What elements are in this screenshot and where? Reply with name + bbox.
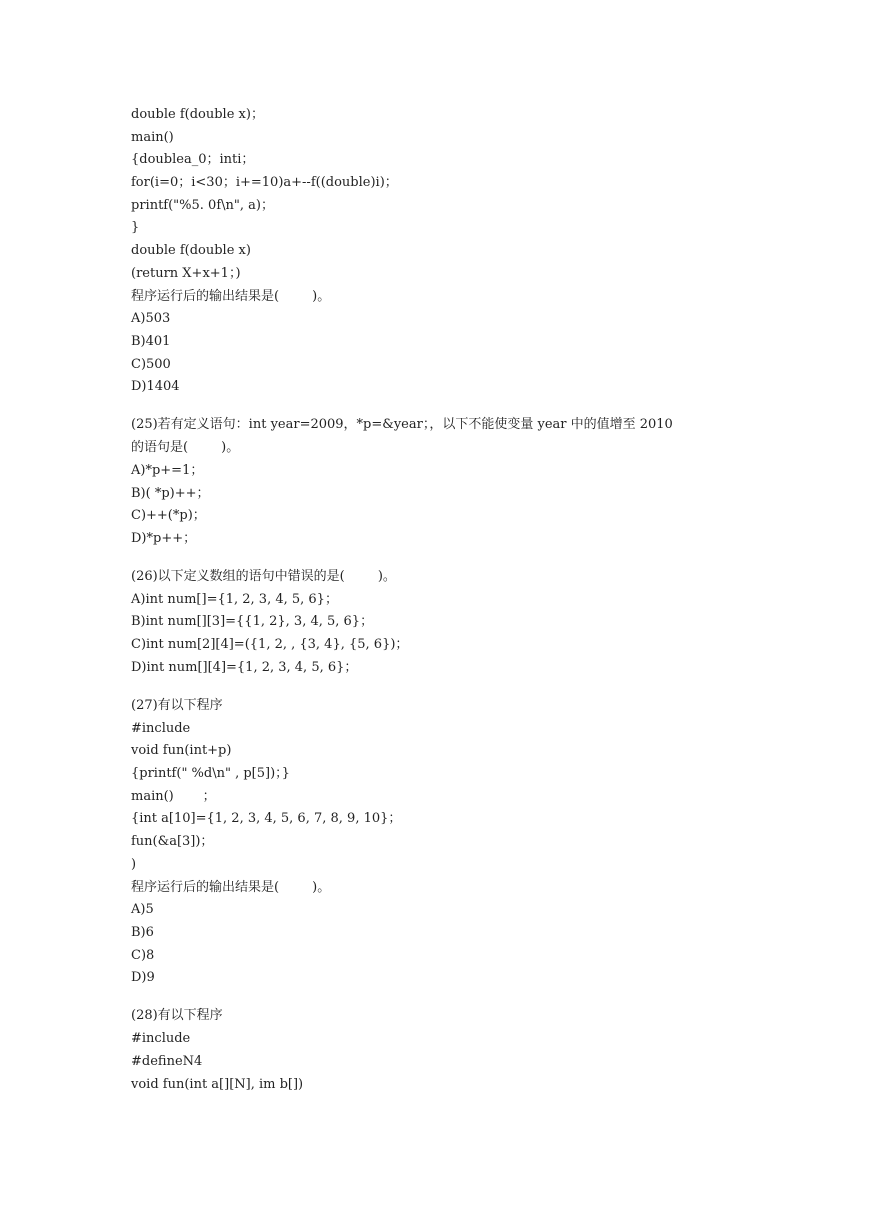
question-24-block	[131, 104, 771, 399]
text-line: {doublea_0；inti；	[131, 152, 255, 168]
text-line: B)6	[131, 924, 154, 940]
text-line: D)9	[131, 970, 155, 986]
block-spacer	[131, 990, 771, 1006]
text-line: C)++(*p)；	[131, 508, 206, 524]
text-line: }	[131, 220, 140, 236]
text-line: A)int num[]={1, 2, 3, 4, 5, 6}；	[131, 591, 338, 607]
text-line: double f(double x)	[131, 243, 251, 259]
question-26-block	[131, 566, 771, 679]
text-line: (25)若有定义语句：int year=2009，*p=&year；，以下不能使变量 year 中的值增至 2010	[131, 417, 673, 433]
text-line: 程序运行后的输出结果是( )。	[131, 288, 331, 304]
text-line: #defineN4	[131, 1053, 203, 1069]
question-28-block	[131, 1005, 771, 1096]
text-line: )	[131, 856, 137, 872]
text-line: A)5	[131, 902, 154, 918]
text-line: D)*p++；	[131, 530, 197, 546]
text-line: 的语句是( )。	[131, 440, 240, 456]
text-line: 程序运行后的输出结果是( )。	[131, 879, 331, 895]
block-spacer	[131, 551, 771, 567]
text-line: (26)以下定义数组的语句中错误的是( )。	[131, 569, 396, 585]
text-line: #include	[131, 1031, 191, 1047]
text-line: B)401	[131, 333, 171, 349]
text-line: void fun(int a[][N], im b[])	[131, 1076, 304, 1092]
document-content	[131, 104, 771, 1096]
text-line: main()	[131, 129, 174, 145]
block-spacer	[131, 399, 771, 415]
text-line: {int a[10]={1, 2, 3, 4, 5, 6, 7, 8, 9, 10}；	[131, 811, 402, 827]
text-line: double f(double x)；	[131, 107, 264, 122]
text-line: (28)有以下程序	[131, 1008, 223, 1024]
question-25-block	[131, 414, 771, 550]
text-line: A)503	[131, 311, 171, 327]
text-line: fun(&a[3])；	[131, 834, 214, 850]
text-line: D)1404	[131, 379, 180, 395]
text-line: void fun(int+p)	[131, 743, 232, 759]
text-line: C)500	[131, 356, 171, 372]
text-line: for(i=0；i<30；i+=10)a+--f((double)i)；	[131, 175, 398, 191]
text-line: D)int num[][4]={1, 2, 3, 4, 5, 6}；	[131, 659, 358, 675]
text-line: #include	[131, 720, 191, 736]
text-line: main() ；	[131, 788, 216, 804]
text-line: (27)有以下程序	[131, 698, 223, 713]
text-line: C)8	[131, 947, 155, 963]
text-line: printf("%5. 0f\n", a)；	[131, 197, 274, 213]
text-line: B)( *p)++；	[131, 485, 210, 501]
text-line: B)int num[][3]={{1, 2}, 3, 4, 5, 6}；	[131, 614, 374, 630]
text-line: (return X+x+1；)	[131, 265, 241, 281]
text-line: {printf(" %d\n" , p[5])；}	[131, 766, 290, 782]
text-line: C)int num[2][4]=({1, 2, , {3, 4}, {5, 6})；	[131, 637, 409, 653]
question-27-block	[131, 695, 771, 990]
text-line: A)*p+=1；	[131, 462, 204, 478]
block-spacer	[131, 680, 771, 696]
